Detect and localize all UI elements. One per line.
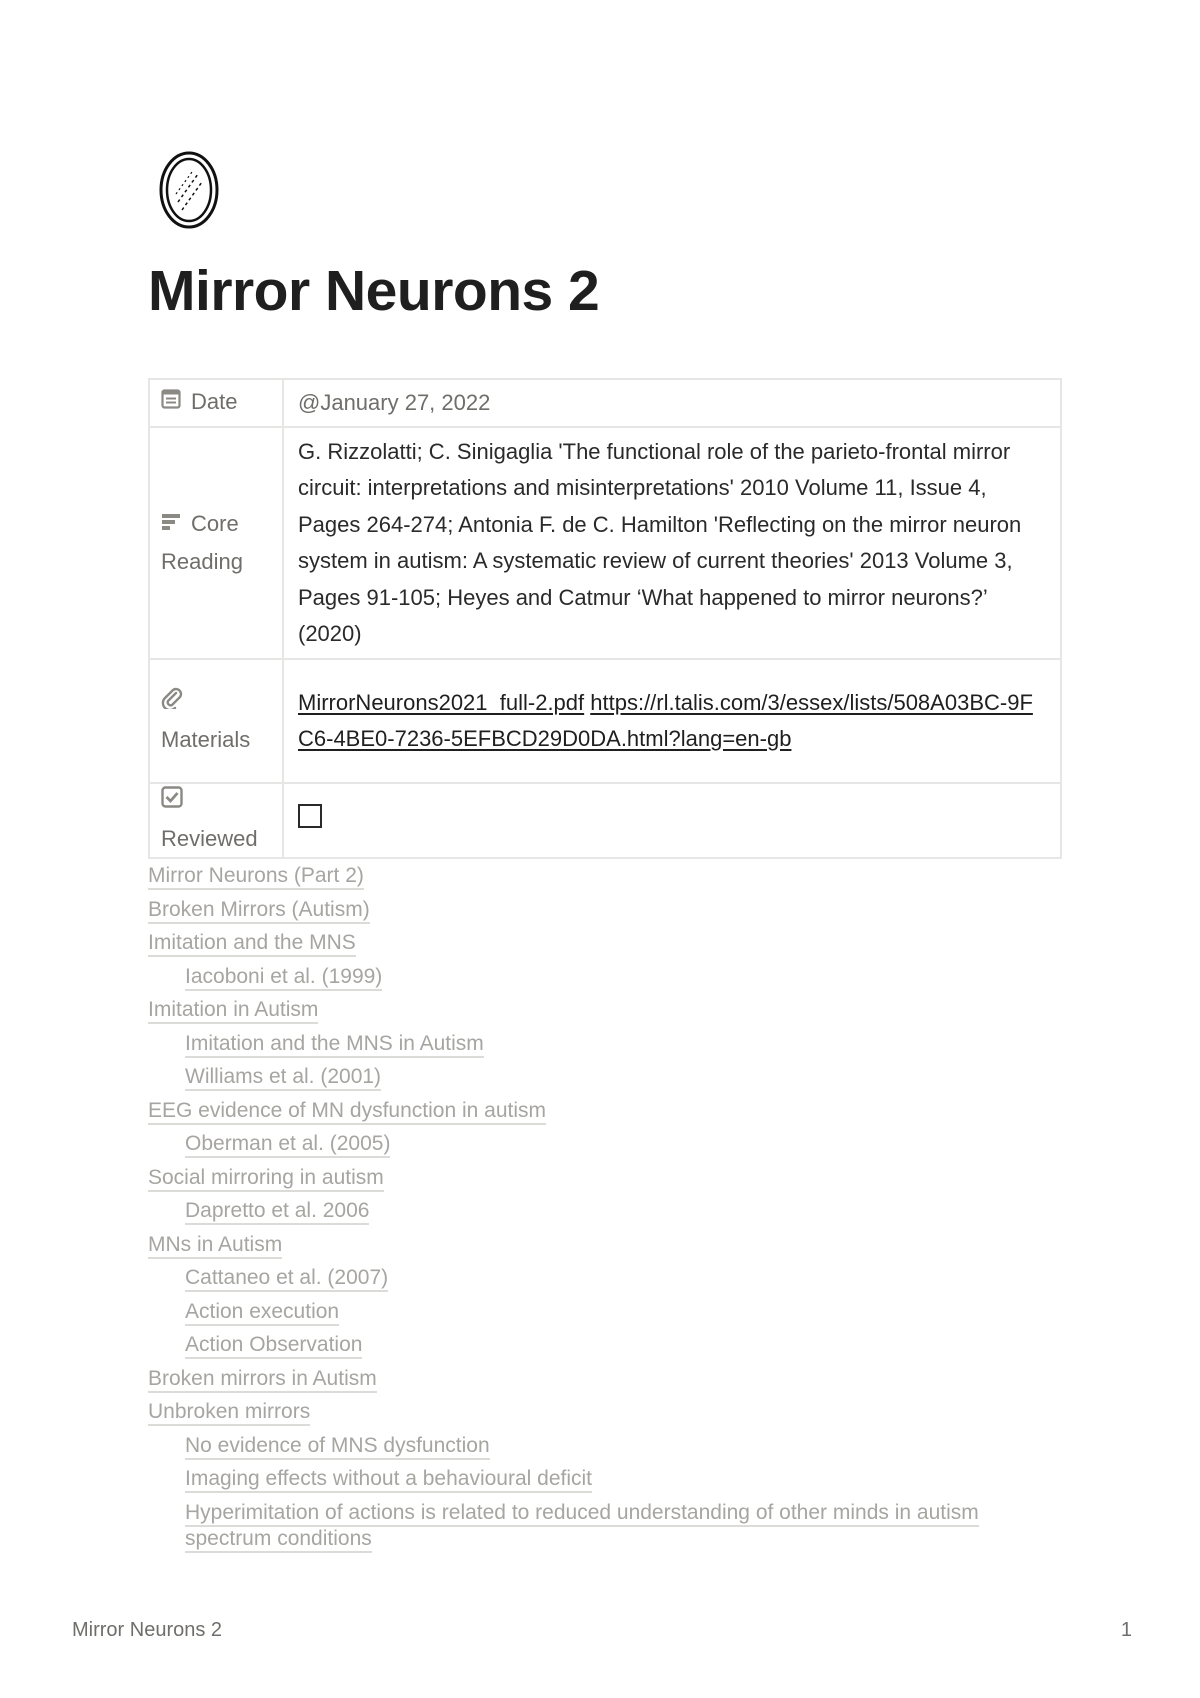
toc-link[interactable] <box>185 960 382 994</box>
property-label-core-reading: Core Reading <box>161 511 243 574</box>
toc-link[interactable] <box>148 1228 282 1262</box>
property-value-reviewed <box>283 783 1061 858</box>
paperclip-icon <box>161 684 183 720</box>
checkbox-icon <box>161 783 183 819</box>
toc-link[interactable] <box>185 1027 484 1061</box>
toc-link-text: Imitation and the MNS in Autism <box>185 1032 484 1058</box>
toc-link[interactable] <box>185 1060 381 1094</box>
property-value-date[interactable] <box>283 379 1061 427</box>
property-row-reviewed <box>149 783 1061 858</box>
text-lines-icon <box>161 506 181 542</box>
toc-link-text: Social mirroring in autism <box>148 1166 384 1192</box>
toc-link-text: Iacoboni et al. (1999) <box>185 965 382 991</box>
property-row-core-reading <box>149 427 1061 659</box>
toc-link-text: Dapretto et al. 2006 <box>185 1199 369 1225</box>
toc-link[interactable] <box>148 926 356 960</box>
property-label-materials: Materials <box>161 726 251 752</box>
toc-link-text: Imaging effects without a behavioural deficit <box>185 1467 592 1493</box>
toc-link[interactable] <box>148 893 370 927</box>
materials-url-link[interactable]: https://rl.talis.com/3/essex/lists/508A03BC-9FC6-4BE0-7236-5EFBCD29D0DA.html?lang=en-gb <box>298 689 1033 751</box>
toc-link-text: Action Observation <box>185 1333 362 1359</box>
toc-link-text: Broken mirrors in Autism <box>148 1367 377 1393</box>
footer-title: Mirror Neurons 2 <box>72 1619 223 1641</box>
toc-link[interactable] <box>148 1362 377 1396</box>
reviewed-checkbox[interactable] <box>298 804 322 828</box>
footer-page-number: 1 <box>1120 1619 1132 1641</box>
toc-link[interactable] <box>148 993 318 1027</box>
table-of-contents <box>148 859 1048 1552</box>
toc-link[interactable] <box>185 1462 592 1496</box>
toc-link-text: No evidence of MNS dysfunction <box>185 1434 490 1460</box>
page-title: Mirror Neurons 2 <box>148 259 600 323</box>
materials-file-link[interactable]: MirrorNeurons2021_full-2.pdf <box>298 689 585 715</box>
property-row-materials <box>149 659 1061 783</box>
toc-link-text: Oberman et al. (2005) <box>185 1132 390 1158</box>
property-value-core-reading[interactable] <box>283 427 1061 659</box>
property-value-materials[interactable] <box>283 659 1061 783</box>
toc-link[interactable] <box>185 1261 388 1295</box>
toc-link[interactable] <box>185 1500 1045 1552</box>
property-key-reviewed[interactable] <box>149 783 283 858</box>
property-row-date <box>149 379 1061 427</box>
toc-link-text: MNs in Autism <box>148 1233 282 1259</box>
toc-link-text: Unbroken mirrors <box>148 1400 310 1426</box>
toc-link[interactable] <box>185 1429 490 1463</box>
toc-link[interactable] <box>148 1395 310 1429</box>
properties-table <box>148 378 1062 859</box>
toc-link-text: Hyperimitation of actions is related to reduced understanding of other minds in autism spectrum conditions <box>185 1501 979 1553</box>
toc-link-text: Imitation in Autism <box>148 998 318 1024</box>
property-label-date: Date <box>191 389 238 415</box>
toc-link-text: EEG evidence of MN dysfunction in autism <box>148 1099 546 1125</box>
property-key-date[interactable] <box>149 379 283 427</box>
calendar-icon <box>161 384 181 420</box>
toc-link-text: Action execution <box>185 1300 339 1326</box>
toc-link[interactable] <box>148 1094 546 1128</box>
property-label-reviewed: Reviewed <box>161 826 258 852</box>
toc-link[interactable] <box>185 1328 362 1362</box>
toc-link-text: Mirror Neurons (Part 2) <box>148 864 364 890</box>
toc-link[interactable] <box>148 859 364 893</box>
mirror-icon <box>158 150 220 230</box>
property-key-core-reading[interactable] <box>149 427 283 659</box>
core-reading-text: G. Rizzolatti; C. Sinigaglia 'The functional role of the parieto-frontal mirror circuit: interpretations and misinterpretations' 2010 Volume 11, Issue 4, Pages 264-274; Antonia F. de C. Hamilton 'Reflecting on the mirror neuron system in autism: A systematic review of current theories' 2013 Volume 3, Pages 91-105; Heyes and Catmur ‘What happened to mirror neurons?’ (2020) <box>298 438 1022 646</box>
toc-link-text: Williams et al. (2001) <box>185 1065 381 1091</box>
toc-link-text: Broken Mirrors (Autism) <box>148 898 370 924</box>
toc-link[interactable] <box>185 1194 369 1228</box>
toc-link[interactable] <box>185 1295 339 1329</box>
toc-link-text: Imitation and the MNS <box>148 931 356 957</box>
property-key-materials[interactable] <box>149 659 283 783</box>
toc-link-text: Cattaneo et al. (2007) <box>185 1266 388 1292</box>
toc-link[interactable] <box>148 1161 384 1195</box>
toc-link[interactable] <box>185 1127 390 1161</box>
date-value: @January 27, 2022 <box>298 389 491 415</box>
